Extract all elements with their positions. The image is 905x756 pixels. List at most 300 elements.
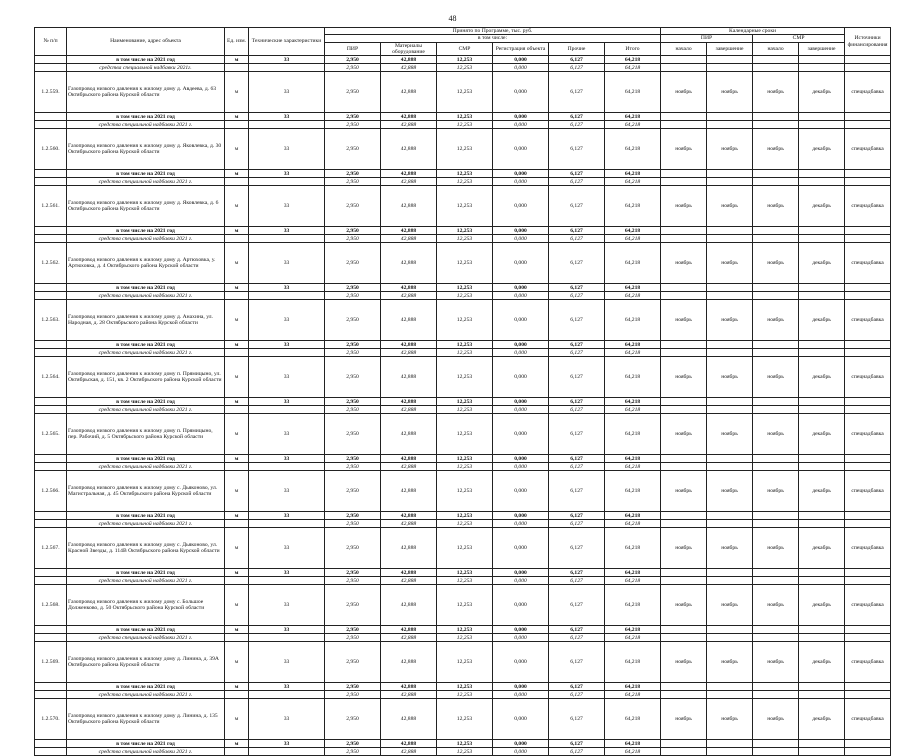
cell-num: 1.2.564. [35,357,67,398]
cell-materials: 42,888 [381,64,437,72]
subtotal-row [35,455,891,463]
cell-tech: 33 [249,284,325,292]
cell-reg: 0,000 [493,170,549,178]
cell-tech: 33 [249,186,325,227]
cell-label: средства специальной надбавки 2021 г. [67,121,225,129]
cell-empty [799,634,845,642]
cell-empty [845,634,891,642]
cell-pir: 2,950 [325,170,381,178]
cell-empty [707,113,753,121]
cell-materials: 42,888 [381,699,437,740]
cell-pir: 2,950 [325,748,381,756]
cell-empty [661,626,707,634]
header-smr: СМР [437,42,493,56]
cell-materials: 42,888 [381,406,437,414]
cell-total: 64,218 [605,349,661,357]
cell-smr: 12,253 [437,414,493,455]
cell-empty [35,235,67,243]
cell-empty [845,170,891,178]
cell-smr: 12,253 [437,740,493,748]
cell-empty [707,398,753,406]
cell-empty [799,113,845,121]
cell-empty [707,455,753,463]
cell-empty [35,227,67,235]
cell-smr-end: декабрь [799,585,845,626]
cell-smr: 12,253 [437,72,493,113]
header-pir-start: начало [661,42,707,56]
cell-tech: 33 [249,300,325,341]
cell-total: 64,218 [605,748,661,756]
cell-empty [753,740,799,748]
cell-name: Газопровод низкого давления к жилому дому с. Дьяконово, ул. Магистральная, д. 45 Октябрьского района Курской области [67,471,225,512]
cell-other: 6,127 [549,585,605,626]
cell-name: Газопровод низкого давления к жилому дому д. Артюховка, у. Артюховка, д. 4 Октябрьского района Курской области [67,243,225,284]
cell-empty [707,349,753,357]
cell-pir: 2,950 [325,178,381,186]
cell-tech: 33 [249,414,325,455]
cell-smr: 12,253 [437,585,493,626]
cell-total: 64,218 [605,626,661,634]
cell-materials: 42,888 [381,455,437,463]
funding-row [35,292,891,300]
header-cal-pir: ПИР [661,35,753,42]
cell-smr: 12,253 [437,569,493,577]
header-name: Наименование, адрес объекта [67,28,225,56]
cell-label: средства специальной надбавки 2021 г. [67,634,225,642]
cell-total: 64,218 [605,121,661,129]
funding-row [35,178,891,186]
cell-smr-start: ноябрь [753,357,799,398]
cell-empty [799,178,845,186]
cell-pir: 2,950 [325,349,381,357]
cell-unit: м [225,300,249,341]
cell-empty [845,577,891,585]
cell-empty [845,178,891,186]
cell-pir: 2,950 [325,121,381,129]
cell-smr: 12,253 [437,642,493,683]
cell-pir: 2,950 [325,186,381,227]
cell-pir-start: ноябрь [661,72,707,113]
cell-smr: 12,253 [437,349,493,357]
cell-label: средства специальной надбавки 2021 г. [67,235,225,243]
cell-smr-start: ноябрь [753,642,799,683]
cell-other: 6,127 [549,740,605,748]
cell-empty [845,349,891,357]
cell-label: в том числе на 2021 год [67,455,225,463]
cell-empty [799,626,845,634]
cell-smr-end: декабрь [799,186,845,227]
cell-materials: 42,888 [381,186,437,227]
cell-reg: 0,000 [493,243,549,284]
cell-empty [845,520,891,528]
cell-pir-end: ноябрь [707,471,753,512]
cell-reg: 0,000 [493,284,549,292]
cell-empty [845,463,891,471]
cell-empty [225,691,249,699]
cell-empty [707,463,753,471]
cell-label: средства специальной надбавки 2021 г. [67,406,225,414]
cell-total: 64,218 [605,528,661,569]
header-cal-smr: СМР [753,35,845,42]
cell-other: 6,127 [549,748,605,756]
cell-source: спецнадбавка [845,414,891,455]
cell-unit: м [225,699,249,740]
cell-source: спецнадбавка [845,699,891,740]
subtotal-row [35,569,891,577]
cell-empty [753,634,799,642]
cell-reg: 0,000 [493,569,549,577]
cell-reg: 0,000 [493,227,549,235]
cell-pir: 2,950 [325,577,381,585]
cell-other: 6,127 [549,170,605,178]
cell-pir: 2,950 [325,634,381,642]
cell-total: 64,218 [605,406,661,414]
header-pir-end: завершение [707,42,753,56]
cell-empty [707,520,753,528]
cell-empty [753,683,799,691]
cell-unit: м [225,414,249,455]
cell-materials: 42,888 [381,292,437,300]
cell-empty [661,284,707,292]
cell-other: 6,127 [549,56,605,64]
page-number: 48 [448,14,457,23]
cell-tech: 33 [249,341,325,349]
cell-empty [249,178,325,186]
cell-empty [35,56,67,64]
cell-total: 64,218 [605,512,661,520]
cell-other: 6,127 [549,129,605,170]
cell-empty [35,626,67,634]
cell-smr: 12,253 [437,121,493,129]
cell-unit: м [225,683,249,691]
cell-label: в том числе на 2021 год [67,284,225,292]
cell-total: 64,218 [605,463,661,471]
cell-total: 64,218 [605,699,661,740]
cell-pir-end: ноябрь [707,186,753,227]
cell-materials: 42,888 [381,235,437,243]
cell-empty [35,512,67,520]
cell-smr: 12,253 [437,463,493,471]
cell-label: средства специальной надбавки 2021 г. [67,520,225,528]
cell-reg: 0,000 [493,520,549,528]
cell-materials: 42,888 [381,398,437,406]
cell-empty [753,235,799,243]
cell-other: 6,127 [549,699,605,740]
header-tech: Технические характеристики [249,28,325,56]
cell-reg: 0,000 [493,414,549,455]
cell-source: спецнадбавка [845,243,891,284]
cell-source: спецнадбавка [845,471,891,512]
cell-pir: 2,950 [325,243,381,284]
cell-pir: 2,950 [325,455,381,463]
cell-empty [661,577,707,585]
cell-tech: 33 [249,398,325,406]
table-row [35,243,891,284]
subtotal-row [35,341,891,349]
cell-empty [661,569,707,577]
cell-other: 6,127 [549,235,605,243]
cell-empty [707,740,753,748]
cell-empty [799,235,845,243]
header-reg: Регистрация объекта [493,42,549,56]
cell-pir-end: ноябрь [707,129,753,170]
cell-source: спецнадбавка [845,528,891,569]
cell-pir-end: ноябрь [707,699,753,740]
cell-tech: 33 [249,471,325,512]
cell-empty [753,691,799,699]
cell-empty [753,284,799,292]
cell-pir: 2,950 [325,463,381,471]
cell-label: средства специальной надбавки 2021 г. [67,748,225,756]
cell-empty [35,691,67,699]
subtotal-row [35,683,891,691]
cell-total: 64,218 [605,56,661,64]
cell-empty [225,577,249,585]
cell-pir-start: ноябрь [661,243,707,284]
cell-tech: 33 [249,569,325,577]
cell-empty [661,748,707,756]
cell-unit: м [225,129,249,170]
cell-unit: м [225,569,249,577]
cell-empty [35,121,67,129]
cell-label: средства специальной надбавки 2021 г. [67,178,225,186]
cell-other: 6,127 [549,569,605,577]
cell-empty [707,691,753,699]
cell-smr-start: ноябрь [753,471,799,512]
cell-num: 1.2.570. [35,699,67,740]
cell-empty [225,292,249,300]
cell-empty [249,691,325,699]
cell-reg: 0,000 [493,512,549,520]
cell-other: 6,127 [549,455,605,463]
cell-other: 6,127 [549,471,605,512]
cell-smr-end: декабрь [799,72,845,113]
cell-empty [35,64,67,72]
cell-pir-end: ноябрь [707,642,753,683]
table-header [35,28,891,56]
cell-materials: 42,888 [381,300,437,341]
cell-other: 6,127 [549,463,605,471]
cell-empty [35,577,67,585]
cell-materials: 42,888 [381,740,437,748]
table-row [35,699,891,740]
cell-smr-end: декабрь [799,243,845,284]
cell-pir-start: ноябрь [661,186,707,227]
cell-empty [249,748,325,756]
funding-row [35,235,891,243]
cell-empty [845,455,891,463]
cell-pir: 2,950 [325,585,381,626]
cell-total: 64,218 [605,292,661,300]
cell-empty [225,406,249,414]
cell-empty [753,569,799,577]
cell-pir: 2,950 [325,691,381,699]
cell-reg: 0,000 [493,300,549,341]
cell-empty [661,683,707,691]
subtotal-row [35,227,891,235]
cell-other: 6,127 [549,300,605,341]
cell-pir: 2,950 [325,699,381,740]
cell-other: 6,127 [549,72,605,113]
cell-reg: 0,000 [493,455,549,463]
cell-reg: 0,000 [493,471,549,512]
cell-empty [845,683,891,691]
cell-empty [35,398,67,406]
cell-reg: 0,000 [493,186,549,227]
cell-empty [707,284,753,292]
cell-unit: м [225,170,249,178]
cell-total: 64,218 [605,178,661,186]
cell-materials: 42,888 [381,512,437,520]
cell-empty [249,235,325,243]
cell-label: в том числе на 2021 год [67,113,225,121]
cell-smr: 12,253 [437,178,493,186]
program-table [34,27,891,756]
cell-unit: м [225,186,249,227]
cell-pir-end: ноябрь [707,243,753,284]
cell-empty [35,113,67,121]
cell-num: 1.2.565. [35,414,67,455]
cell-empty [753,512,799,520]
cell-materials: 42,888 [381,243,437,284]
cell-empty [225,748,249,756]
cell-num: 1.2.563. [35,300,67,341]
cell-reg: 0,000 [493,634,549,642]
cell-materials: 42,888 [381,585,437,626]
cell-total: 64,218 [605,284,661,292]
cell-name: Газопровод низкого давления к жилому дому д. Линина, д. 39А Октябрьского района Курской области [67,642,225,683]
cell-label: в том числе на 2021 год [67,569,225,577]
cell-empty [35,341,67,349]
cell-num: 1.2.568. [35,585,67,626]
cell-pir: 2,950 [325,300,381,341]
cell-tech: 33 [249,227,325,235]
cell-tech: 33 [249,129,325,170]
cell-materials: 42,888 [381,528,437,569]
cell-pir: 2,950 [325,569,381,577]
cell-reg: 0,000 [493,585,549,626]
cell-empty [799,170,845,178]
cell-pir-start: ноябрь [661,585,707,626]
header-calendar: Календарные сроки [661,28,845,35]
cell-name: Газопровод низкого давления к жилому дому д. Яковлевка, д. 6 Октябрьского района Курской области [67,186,225,227]
cell-smr-end: декабрь [799,471,845,512]
cell-empty [707,170,753,178]
cell-empty [845,227,891,235]
cell-empty [799,292,845,300]
cell-pir: 2,950 [325,642,381,683]
cell-pir-end: ноябрь [707,414,753,455]
cell-unit: м [225,642,249,683]
funding-row [35,577,891,585]
cell-smr: 12,253 [437,357,493,398]
cell-empty [753,406,799,414]
cell-pir: 2,950 [325,414,381,455]
cell-reg: 0,000 [493,683,549,691]
cell-num: 1.2.561. [35,186,67,227]
cell-reg: 0,000 [493,349,549,357]
cell-reg: 0,000 [493,577,549,585]
cell-smr: 12,253 [437,243,493,284]
cell-smr: 12,253 [437,626,493,634]
cell-materials: 42,888 [381,121,437,129]
header-unit: Ед. изм. [225,28,249,56]
cell-other: 6,127 [549,528,605,569]
cell-pir: 2,950 [325,56,381,64]
cell-smr-end: декабрь [799,414,845,455]
cell-empty [845,292,891,300]
table-row [35,129,891,170]
cell-other: 6,127 [549,121,605,129]
cell-empty [35,284,67,292]
cell-empty [753,455,799,463]
cell-smr-end: декабрь [799,642,845,683]
header-pir: ПИР [325,42,381,56]
cell-materials: 42,888 [381,170,437,178]
cell-empty [661,740,707,748]
cell-total: 64,218 [605,569,661,577]
funding-row [35,463,891,471]
cell-tech: 33 [249,528,325,569]
cell-smr-start: ноябрь [753,528,799,569]
cell-reg: 0,000 [493,235,549,243]
cell-pir-start: ноябрь [661,357,707,398]
cell-unit: м [225,471,249,512]
cell-empty [661,341,707,349]
cell-other: 6,127 [549,414,605,455]
table-row [35,471,891,512]
cell-other: 6,127 [549,113,605,121]
cell-smr: 12,253 [437,691,493,699]
header-smr-start: начало [753,42,799,56]
cell-tech: 33 [249,72,325,113]
cell-empty [707,406,753,414]
cell-pir-end: ноябрь [707,357,753,398]
cell-empty [661,113,707,121]
cell-name: Газопровод низкого давления к жилому дому д. Авдеева, д. 63 Октябрьского района Курской области [67,72,225,113]
cell-name: Газопровод низкого давления к жилому дому п. Прямицыно, пер. Рабочий, д. 5 Октябрьского района Курской области [67,414,225,455]
header-num: № п/п [35,28,67,56]
cell-materials: 42,888 [381,642,437,683]
subtotal-row [35,170,891,178]
cell-pir-end: ноябрь [707,72,753,113]
cell-smr: 12,253 [437,455,493,463]
cell-empty [707,227,753,235]
cell-unit: м [225,72,249,113]
cell-empty [707,121,753,129]
cell-materials: 42,888 [381,113,437,121]
cell-other: 6,127 [549,64,605,72]
cell-empty [661,170,707,178]
cell-reg: 0,000 [493,113,549,121]
table-row [35,357,891,398]
cell-reg: 0,000 [493,691,549,699]
cell-source: спецнадбавка [845,585,891,626]
cell-empty [799,349,845,357]
cell-other: 6,127 [549,357,605,398]
cell-smr: 12,253 [437,227,493,235]
cell-empty [225,178,249,186]
cell-smr-end: декабрь [799,300,845,341]
cell-empty [845,113,891,121]
cell-total: 64,218 [605,455,661,463]
cell-empty [707,683,753,691]
cell-tech: 33 [249,512,325,520]
cell-materials: 42,888 [381,626,437,634]
cell-unit: м [225,455,249,463]
cell-empty [799,520,845,528]
cell-smr-end: декабрь [799,528,845,569]
